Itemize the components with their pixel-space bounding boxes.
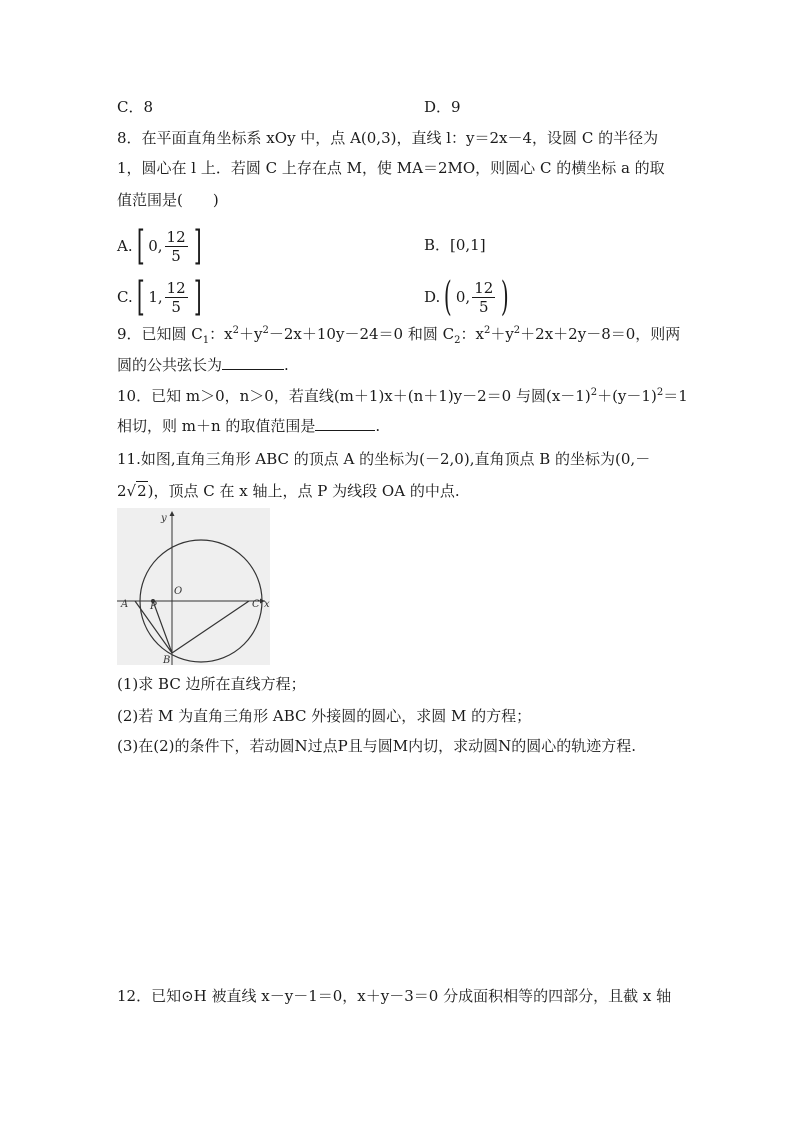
q9-text: －2x＋10y－24＝0 和圆 C bbox=[268, 325, 455, 343]
label-p: P bbox=[150, 601, 157, 612]
q12-line1: 12．已知⊙H 被直线 x－y－1＝0，x＋y－3＝0 分成面积相等的四部分，且截 x 轴 bbox=[117, 987, 672, 1005]
q9-exp: 2 bbox=[513, 325, 521, 336]
label-a: A bbox=[121, 599, 129, 610]
close-bracket: ] bbox=[193, 223, 202, 269]
option-label: D. bbox=[424, 288, 441, 306]
q10-exp: 2 bbox=[590, 387, 598, 398]
answer-blank[interactable] bbox=[315, 416, 375, 431]
q8-option-a bbox=[117, 223, 205, 269]
denominator: 5 bbox=[171, 297, 181, 316]
radicand: 2 bbox=[137, 482, 147, 500]
q11-part3: (3)在(2)的条件下，若动圆N过点P且与圆M内切，求动圆N的圆心的轨迹方程. bbox=[117, 737, 636, 755]
numerator: 12 bbox=[166, 227, 186, 246]
open-bracket: [ bbox=[136, 223, 145, 269]
q11-part1: (1)求 BC 边所在直线方程； bbox=[117, 675, 306, 693]
label-x: x bbox=[264, 599, 270, 610]
option-label: A. bbox=[117, 237, 133, 255]
q8-option-c bbox=[117, 274, 205, 320]
q7-option-c: C．8 bbox=[117, 98, 154, 116]
q11-line2 bbox=[117, 481, 460, 501]
q8-line3: 值范围是( ) bbox=[117, 191, 219, 209]
q10-text: 10．已知 m＞0，n＞0，若直线(m＋1)x＋(n＋1)y－2＝0 与圆(x－1) bbox=[117, 387, 591, 405]
q10-line2 bbox=[117, 416, 380, 436]
interval-left: 0, bbox=[148, 237, 163, 255]
q9-sub: 2 bbox=[454, 335, 461, 346]
fraction bbox=[165, 228, 188, 265]
numerator: 12 bbox=[474, 278, 494, 297]
q9-exp: 2 bbox=[262, 325, 269, 336]
q10-text: ＋(y－1) bbox=[597, 387, 657, 405]
q9-line2 bbox=[117, 355, 289, 375]
triangle-circle-figure bbox=[117, 508, 270, 665]
answer-blank[interactable] bbox=[222, 355, 284, 370]
q9-line1 bbox=[117, 324, 680, 344]
q11-line1: 11.如图,直角三角形 ABC 的顶点 A 的坐标为(－2,0),直角顶点 B 的坐标为(0,－ bbox=[117, 450, 651, 468]
sqrt-symbol: √ bbox=[126, 482, 137, 500]
close-bracket: ] bbox=[193, 274, 202, 320]
q8-line2: 1，圆心在 l 上．若圆 C 上存在点 M，使 MA＝2MO，则圆心 C 的横坐标 a 的取 bbox=[117, 159, 665, 177]
label-b: B bbox=[163, 655, 171, 665]
label-o: O bbox=[174, 586, 183, 597]
open-paren: ( bbox=[444, 274, 452, 320]
q9-text: . bbox=[284, 356, 289, 374]
q9-exp: 2 bbox=[232, 325, 240, 336]
close-paren: ) bbox=[501, 274, 509, 320]
q10-line1 bbox=[117, 386, 688, 406]
q7-option-d: D．9 bbox=[424, 98, 461, 116]
figure-svg bbox=[117, 508, 270, 665]
side-bc bbox=[172, 601, 249, 653]
option-label: C. bbox=[117, 288, 133, 306]
q9-text: 9．已知圆 C bbox=[117, 325, 203, 343]
q10-exp: 2 bbox=[656, 387, 664, 398]
q9-exp: 2 bbox=[483, 325, 491, 336]
q9-text: ＋2x＋2y－8＝0，则两 bbox=[520, 325, 681, 343]
open-bracket: [ bbox=[136, 274, 145, 320]
q9-text: ：x bbox=[460, 325, 484, 343]
fraction bbox=[472, 279, 495, 316]
label-c: C bbox=[252, 599, 260, 610]
denominator: 5 bbox=[478, 297, 489, 316]
q10-text: ＝1 bbox=[663, 387, 688, 405]
denominator: 5 bbox=[171, 246, 181, 265]
q8-option-b: B．[0,1] bbox=[424, 236, 486, 254]
interval-left: 1, bbox=[148, 288, 163, 306]
q8-option-d bbox=[424, 274, 513, 320]
q10-text: 相切，则 m＋n 的取值范围是 bbox=[117, 417, 316, 435]
q9-text: 圆的公共弦长为 bbox=[117, 356, 223, 374]
fraction bbox=[165, 279, 188, 316]
q11-text: )，顶点 C 在 x 轴上，点 P 为线段 OA 的中点. bbox=[147, 482, 460, 500]
interval-left: 0, bbox=[455, 288, 471, 306]
q9-text: ＋y bbox=[239, 325, 263, 343]
q10-text: . bbox=[375, 417, 381, 435]
q9-sub: 1 bbox=[202, 335, 210, 346]
q11-part2: (2)若 M 为直角三角形 ABC 外接圆的圆心，求圆 M 的方程； bbox=[117, 707, 532, 725]
q11-text: 2 bbox=[117, 482, 127, 500]
q8-line1: 8．在平面直角坐标系 xOy 中，点 A(0,3)，直线 l：y＝2x－4，设圆 C 的半径为 bbox=[117, 129, 659, 147]
y-axis-arrow bbox=[170, 511, 175, 516]
label-y: y bbox=[161, 513, 167, 524]
q9-text: ＋y bbox=[490, 325, 514, 343]
q9-text: ：x bbox=[209, 325, 233, 343]
numerator: 12 bbox=[166, 278, 186, 297]
